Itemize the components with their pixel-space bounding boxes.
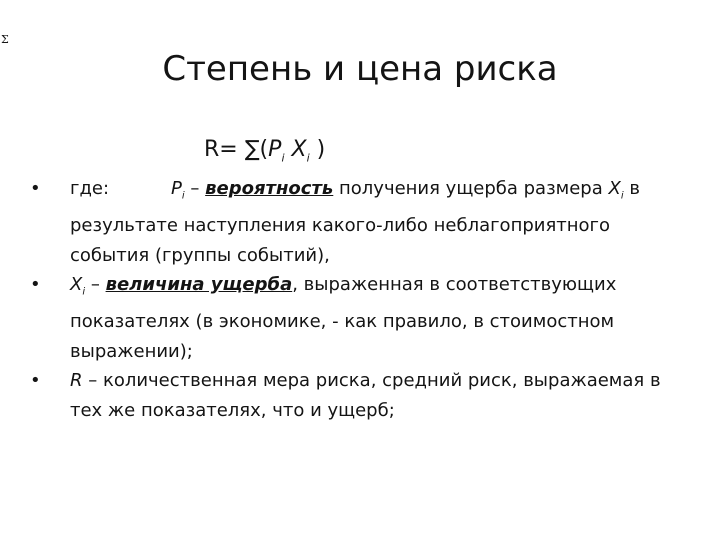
definition-list <box>30 174 690 425</box>
formula-p: P <box>268 137 282 162</box>
term-probability: вероятность <box>205 178 334 199</box>
list-item-probability: • где: $P_i$ – вероятность получения ущерба размера $X_i$ в результате наступления какого-либо неблагоприятного события (группы событий), <box>30 174 690 270</box>
formula-p-sub: i <box>281 151 285 165</box>
bullet-icon: • <box>30 178 41 199</box>
formula-x: X <box>291 137 307 162</box>
var-p: $P_i$ <box>171 178 185 202</box>
list-item-risk <box>30 366 690 425</box>
where-prefix: где: <box>70 178 110 199</box>
bullet-icon: • <box>30 274 41 296</box>
var-r: R <box>70 370 83 392</box>
risk-definition: – количественная мера риска, средний риск, выражаемая в тех же показателях, что и ущерб; <box>70 370 661 421</box>
sigma-mark: Σ <box>1 33 9 46</box>
probability-definition: в результате наступления какого-либо неблагоприятного события (группы событий), <box>70 178 640 266</box>
var-x: $X_i$ <box>70 274 86 298</box>
var-x: $X_i$ <box>608 178 624 202</box>
formula-x-sub: i <box>306 151 310 165</box>
slide-title: Степень и цена риска <box>162 49 558 89</box>
risk-formula <box>204 133 325 175</box>
bullet-icon: • <box>30 370 41 392</box>
term-damage-size: величина ущерба <box>105 274 293 296</box>
list-item-damage: • $X_i$ – величина ущерба, выраженная в соответствующих показателях (в экономике, - как правило, в стоимостном выражении); <box>30 270 690 366</box>
formula-lhs: R= <box>204 137 238 162</box>
formula-close: ) <box>316 137 326 162</box>
formula-sum-sign: ∑( <box>244 137 269 162</box>
damage-definition: , выраженная в соответствующих показателях (в экономике, - как правило, в стоимостном выражении); <box>70 274 617 362</box>
